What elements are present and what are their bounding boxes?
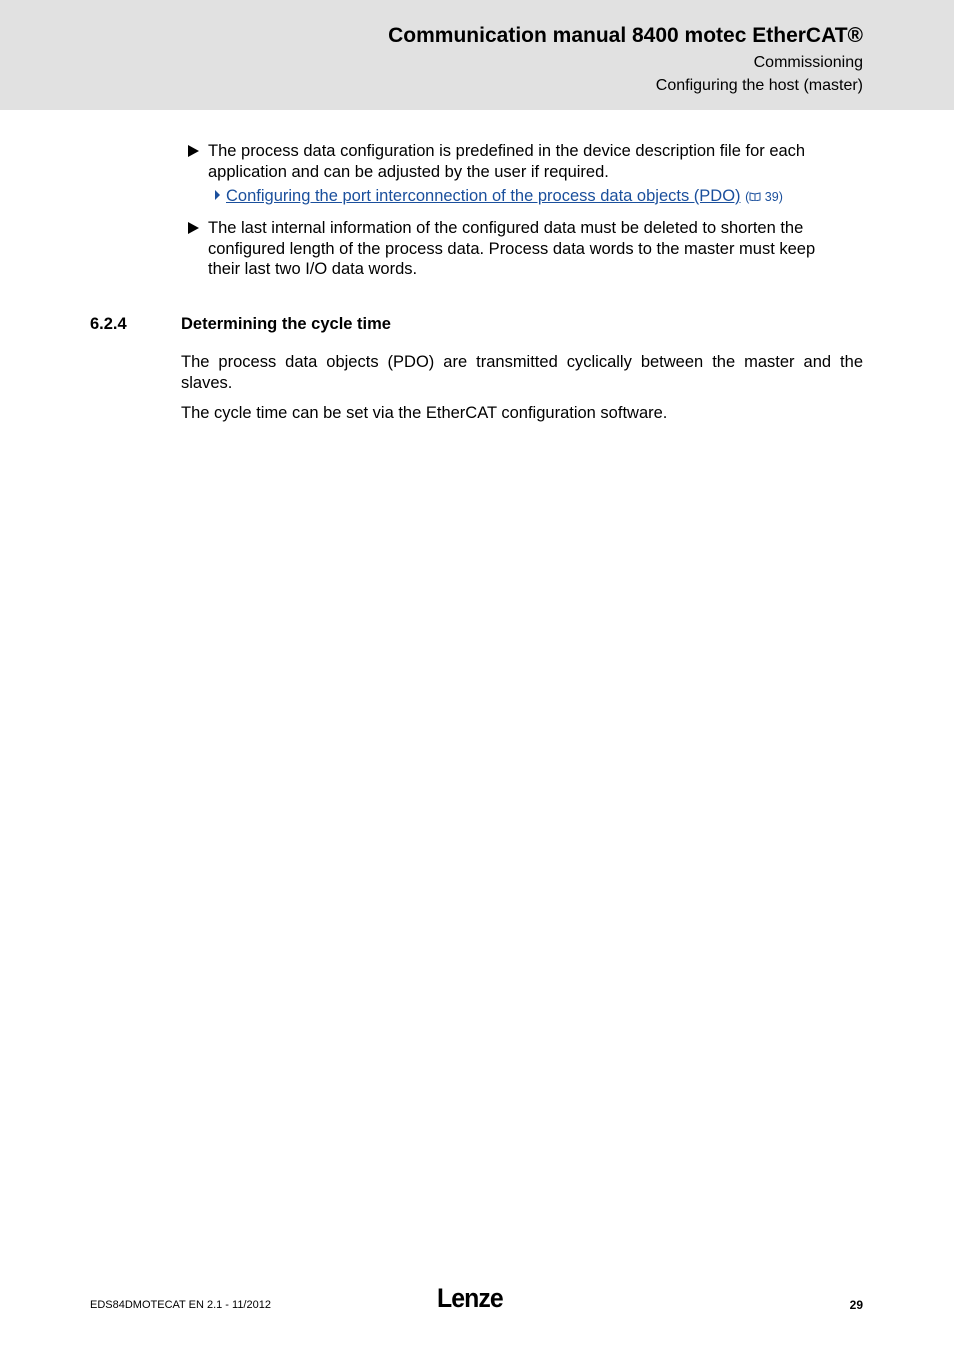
bullet-item [188,141,848,182]
section-number: 6.2.4 [90,315,127,333]
bullet-triangle-icon [188,222,199,234]
section-paragraph: The cycle time can be set via the EtherCAT configuration software. [181,404,668,422]
document-title: Communication manual 8400 motec EtherCAT® [388,24,863,47]
breadcrumb-chapter: Commissioning [753,54,863,71]
cross-reference [215,186,783,208]
lenze-logo: Lenze [437,1283,503,1313]
bullet-item [188,218,848,280]
page-reference-number: 39 [764,190,779,204]
page-reference-close: ) [778,190,783,204]
page-reference-open: ( [745,190,750,204]
book-icon [749,192,761,201]
section-paragraph: The process data objects (PDO) are transmitted cyclically between the master and the slaves. [181,353,863,392]
bullet-triangle-icon [188,145,199,157]
page-header [0,0,954,110]
bullet-text: The process data configuration is predefined in the device description file for each application and can be adjusted by the user if required. [208,142,806,181]
section-heading: Determining the cycle time [181,315,391,333]
crossref-link[interactable]: Configuring the port interconnection of the process data objects (PDO) [226,187,741,205]
footer-document-id: EDS84DMOTECAT EN 2.1 - 11/2012 [90,1299,271,1311]
page-reference[interactable] [745,190,783,204]
page-number: 29 [849,1298,863,1312]
breadcrumb-section: Configuring the host (master) [655,77,863,94]
link-arrow-icon [215,190,220,200]
bullet-text: The last internal information of the configured data must be deleted to shorten the configured length of the process data. Process data words to the master must keep their last two I/O data words. [208,219,816,278]
